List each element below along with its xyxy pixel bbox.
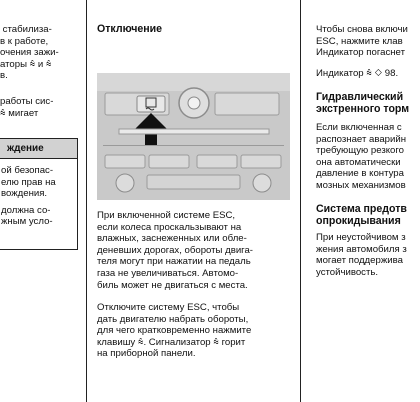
left-paragraph-1: стабилиза- в к работе, очения зажи- аторы ⩯ и ⩯ в. bbox=[0, 24, 59, 82]
middle-paragraph-1: При включенной системе ESC, если колеса проскальзывают на влажных, заснеженных или обле- деневших дорогах, обороты двига- теля могут при нажатии на педаль газа не увеличиваться. Автомо- биль может не двигаться с места. bbox=[97, 210, 253, 291]
section-heading-rollover: Система предотв опрокидывания bbox=[316, 203, 407, 227]
column-divider-right bbox=[300, 0, 301, 402]
dashboard-illustration bbox=[97, 73, 290, 200]
middle-column bbox=[91, 0, 293, 402]
warning-box bbox=[0, 138, 78, 250]
warning-body: ой безопас- елю прав на вождения. должна со- жным усло- bbox=[1, 165, 56, 228]
right-paragraph-2: Индикатор ⩯ ◇ 98. bbox=[316, 68, 399, 79]
column-divider-left bbox=[86, 0, 87, 402]
section-heading-brake-assist: Гидравлический экстренного торм bbox=[316, 91, 410, 115]
warning-title: ждение bbox=[7, 143, 44, 154]
right-paragraph-4: При неустойчивом з жения автомобиля з могает поддержива устойчивость. bbox=[316, 232, 407, 278]
left-column bbox=[0, 0, 80, 402]
right-paragraph-3: Если включенная с распознает аварийн требующую резкого она автоматически давление в контура мозных механизмов bbox=[316, 122, 407, 191]
right-paragraph-1: Чтобы снова включи ESC, нажмите клав Индикатор погаснет bbox=[316, 24, 408, 59]
warning-header bbox=[0, 139, 77, 159]
section-heading-disable: Отключение bbox=[97, 23, 163, 35]
left-paragraph-2: работы сис- ⩯ мигает bbox=[0, 96, 54, 119]
right-column bbox=[306, 0, 420, 402]
esc-button-figure bbox=[97, 73, 290, 200]
middle-paragraph-2: Отключите систему ESC, чтобы дать двигателю набрать обороты, для чего кратковременно нажмите клавишу ⩯. Сигнализатор ⩯ горит на приборной панели. bbox=[97, 302, 252, 360]
